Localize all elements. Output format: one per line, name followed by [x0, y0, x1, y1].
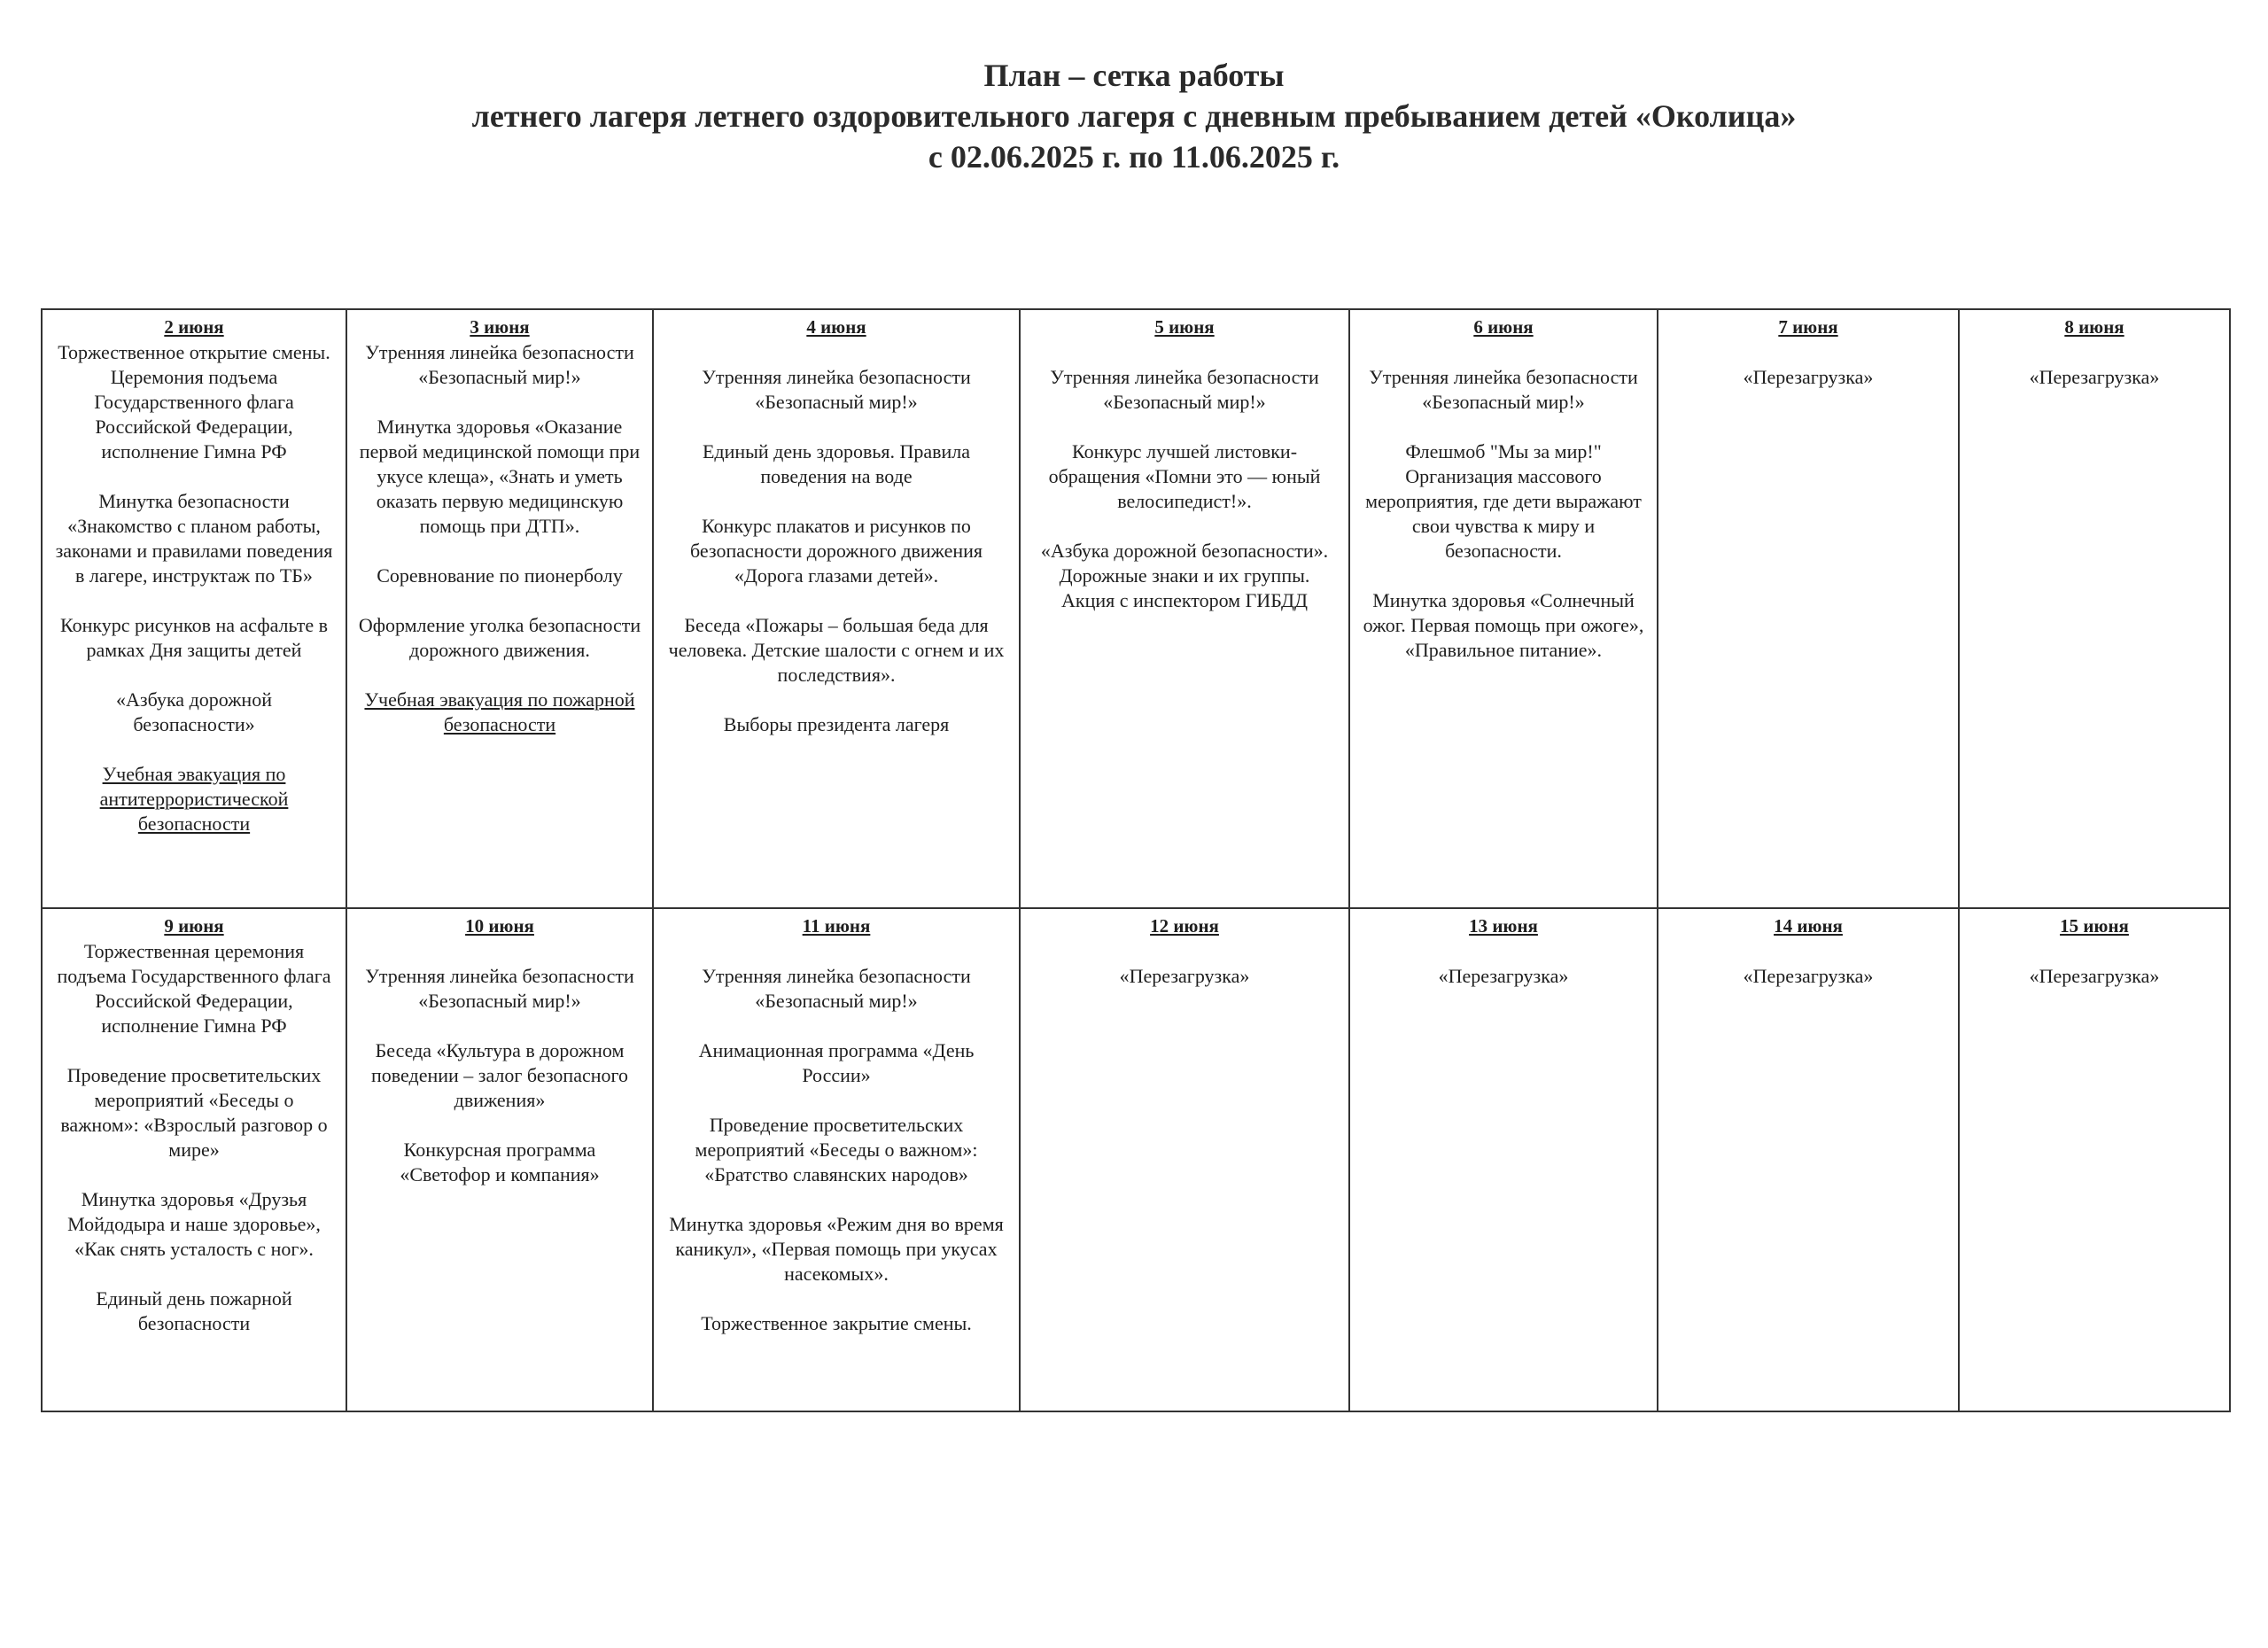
activity-entry: Конкурсная программа «Светофор и компания» [400, 1139, 600, 1185]
document-title [0, 55, 2268, 177]
spacer [1361, 939, 1646, 964]
spacer [1031, 415, 1338, 439]
activity-entry: Анимационная программа «День России» [698, 1039, 975, 1086]
day-date-header: 12 июня [1150, 915, 1219, 937]
day-date-header: 4 июня [806, 316, 866, 338]
day-date-header: 14 июня [1774, 915, 1843, 937]
spacer [664, 1287, 1008, 1311]
activity-entry: Учебная эвакуация по пожарной безопасности [364, 688, 635, 735]
spacer [53, 1262, 335, 1287]
activity-entry: Единый день здоровья. Правила поведения на воде [702, 440, 971, 487]
spacer [53, 464, 335, 489]
day-cell [1959, 309, 2230, 908]
spacer [358, 663, 641, 688]
day-date-header: 3 июня [470, 316, 530, 338]
activity-entry: Флешмоб "Мы за мир!" Организация массового мероприятия, где дети выражают свои чувства к миру и безопасности. [1365, 440, 1642, 562]
activity-entry: Торжественное закрытие смены. [701, 1312, 972, 1334]
activity-entry: Проведение просветительских мероприятий «Беседы о важном»: «Братство славянских народов» [695, 1114, 978, 1185]
activity-entry: Выборы президента лагеря [723, 713, 950, 735]
activity-entry: Торжественная церемония подъема Государственного флага Российской Федерации, исполнение Гимна РФ [57, 940, 331, 1037]
spacer [664, 340, 1008, 365]
spacer [53, 588, 335, 613]
activity-entry: Учебная эвакуация по антитеррористической безопасности [99, 763, 289, 835]
day-date-header: 15 июня [2060, 915, 2129, 937]
spacer [1031, 514, 1338, 539]
schedule-table [41, 308, 2231, 1412]
spacer [1970, 340, 2218, 365]
spacer [53, 663, 335, 688]
activity-entry: «Перезагрузка» [2029, 965, 2160, 987]
activity-entry: Оформление уголка безопасности дорожного движения. [358, 614, 641, 661]
activity-entry: Утренняя линейка безопасности «Безопасный мир!» [365, 965, 634, 1012]
day-cell [346, 908, 653, 1411]
spacer [1970, 939, 2218, 964]
spacer [664, 415, 1008, 439]
spacer [1361, 415, 1646, 439]
spacer [53, 1162, 335, 1187]
activity-entry: Минутка безопасности «Знакомство с планом работы, законами и правилами поведения в лагере, инструктаж по ТБ» [55, 490, 333, 587]
spacer [358, 539, 641, 564]
day-cell [1658, 309, 1959, 908]
title-line-2: летнего лагеря летнего оздоровительного лагеря с дневным пребыванием детей «Околица» [471, 98, 1797, 134]
activity-entry: Утренняя линейка безопасности «Безопасный мир!» [702, 965, 971, 1012]
day-date-header: 11 июня [802, 915, 871, 937]
spacer [1031, 939, 1338, 964]
day-cell [42, 309, 346, 908]
day-cell [346, 309, 653, 908]
activity-entry: Конкурс плакатов и рисунков по безопасности дорожного движения «Дорога глазами детей». [689, 515, 983, 587]
activity-entry: Беседа «Пожары – большая беда для человека. Детские шалости с огнем и их последствия». [668, 614, 1005, 686]
day-cell [42, 908, 346, 1411]
activity-entry: Соревнование по пионерболу [377, 564, 623, 587]
spacer [53, 1038, 335, 1063]
spacer [664, 939, 1008, 964]
spacer [1031, 340, 1338, 365]
spacer [664, 1187, 1008, 1212]
spacer [53, 737, 335, 762]
title-line-3: с 02.06.2025 г. по 11.06.2025 г. [928, 139, 1340, 175]
activity-entry: «Перезагрузка» [1743, 965, 1874, 987]
day-cell [1959, 908, 2230, 1411]
activity-entry: Минутка здоровья «Режим дня во время каникул», «Первая помощь при укусах насекомых». [669, 1213, 1004, 1285]
spacer [664, 489, 1008, 514]
day-date-header: 10 июня [465, 915, 534, 937]
day-cell [1658, 908, 1959, 1411]
activity-entry: Проведение просветительских мероприятий «Беседы о важном»: «Взрослый разговор о мире» [60, 1064, 328, 1161]
activity-entry: Минутка здоровья «Солнечный ожог. Первая помощь при ожоге», «Правильное питание». [1363, 589, 1644, 661]
day-date-header: 6 июня [1473, 316, 1534, 338]
activity-entry: Беседа «Культура в дорожном поведении – залог безопасного движения» [371, 1039, 628, 1111]
activity-entry: Утренняя линейка безопасности «Безопасный мир!» [365, 341, 634, 388]
day-cell [1020, 908, 1349, 1411]
spacer [1361, 340, 1646, 365]
day-cell [653, 309, 1020, 908]
spacer [1669, 340, 1947, 365]
activity-entry: Торжественное открытие смены. Церемония подъема Государственного флага Российской Федерации, исполнение Гимна РФ [58, 341, 330, 463]
day-cell [1349, 908, 1658, 1411]
day-date-header: 13 июня [1469, 915, 1538, 937]
day-date-header: 7 июня [1778, 316, 1838, 338]
day-date-header: 9 июня [164, 915, 224, 937]
spacer [358, 1014, 641, 1038]
spacer [664, 688, 1008, 712]
spacer [664, 1014, 1008, 1038]
activity-entry: «Перезагрузка» [1438, 965, 1569, 987]
day-date-header: 8 июня [2064, 316, 2124, 338]
activity-entry: Единый день пожарной безопасности [96, 1287, 292, 1334]
spacer [664, 588, 1008, 613]
activity-entry: Утренняя линейка безопасности «Безопасный мир!» [1050, 366, 1319, 413]
spacer [358, 939, 641, 964]
activity-entry: Минутка здоровья «Друзья Мойдодыра и наше здоровье», «Как снять усталость с ног». [67, 1188, 321, 1260]
title-line-1: План – сетка работы [983, 58, 1285, 93]
activity-entry: «Перезагрузка» [1119, 965, 1250, 987]
day-cell [1020, 309, 1349, 908]
spacer [1669, 939, 1947, 964]
activity-entry: «Перезагрузка» [2029, 366, 2160, 388]
day-date-header: 5 июня [1154, 316, 1215, 338]
day-cell [653, 908, 1020, 1411]
spacer [358, 588, 641, 613]
activity-entry: «Азбука дорожной безопасности». Дорожные знаки и их группы. Акция с инспектором ГИБДД [1040, 540, 1329, 611]
activity-entry: Конкурс рисунков на асфальте в рамках Дня защиты детей [60, 614, 328, 661]
spacer [664, 1088, 1008, 1113]
week-row-1 [42, 309, 2230, 908]
week-row-2 [42, 908, 2230, 1411]
activity-entry: Утренняя линейка безопасности «Безопасный мир!» [702, 366, 971, 413]
activity-entry: «Азбука дорожной безопасности» [116, 688, 272, 735]
spacer [1361, 564, 1646, 588]
day-date-header: 2 июня [164, 316, 224, 338]
activity-entry: «Перезагрузка» [1743, 366, 1874, 388]
activity-entry: Утренняя линейка безопасности «Безопасный мир!» [1369, 366, 1638, 413]
spacer [358, 1113, 641, 1138]
activity-entry: Минутка здоровья «Оказание первой медицинской помощи при укусе клеща», «Знать и уметь оказать первую медицинскую помощь при ДТП». [359, 416, 641, 537]
activity-entry: Конкурс лучшей листовки-обращения «Помни это — юный велосипедист!». [1048, 440, 1321, 512]
spacer [358, 390, 641, 415]
day-cell [1349, 309, 1658, 908]
